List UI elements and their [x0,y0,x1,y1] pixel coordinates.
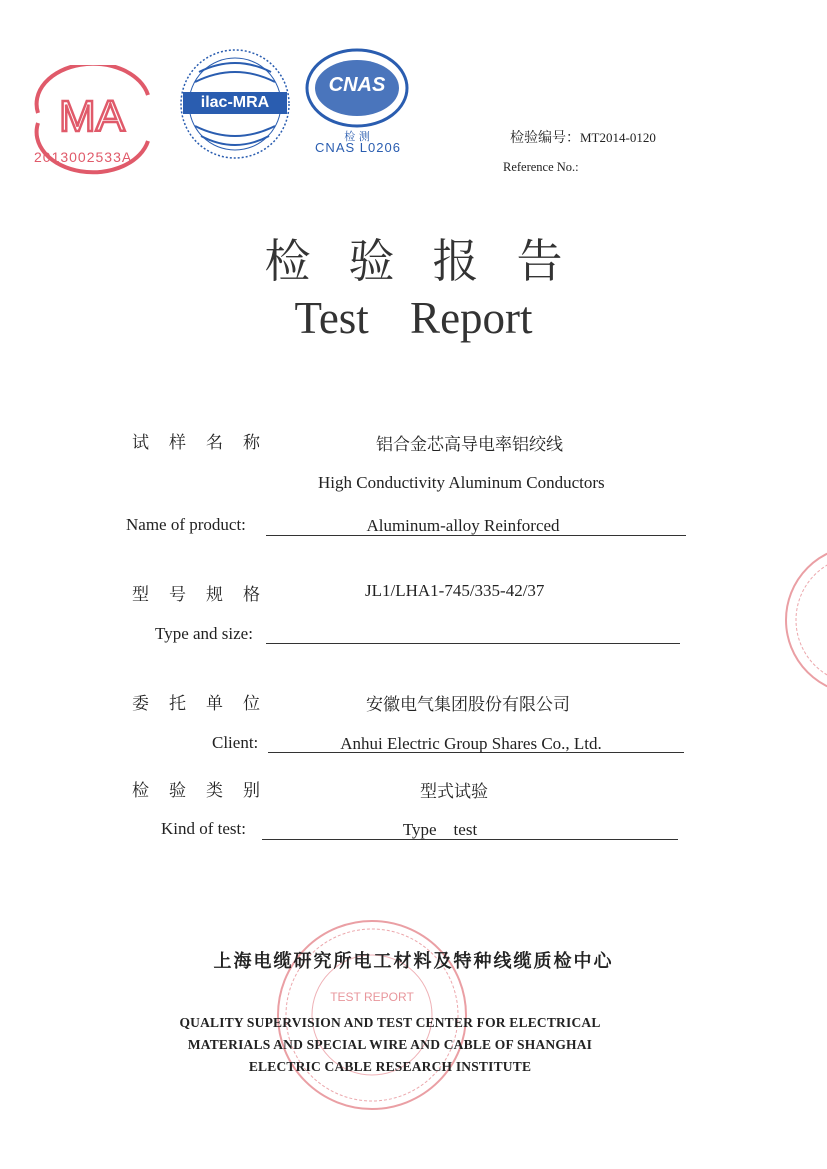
client-label-cn: 委托单位 [132,694,280,714]
client-label-en: Client: [212,733,259,752]
cnas-logo [295,42,425,162]
cnas-text: CNAS [328,74,386,96]
test-kind-value-en: Type test [402,820,478,839]
product-value-en-line1: High Conductivity Aluminum Conductors [318,473,605,492]
reference-value: MT2014-0120 [580,130,656,145]
test-kind-label-en: Kind of test: [161,819,246,838]
client-value-cn: 安徽电气集团股份有限公司 [366,695,570,715]
institute-name-en-line1: QUALITY SUPERVISION AND TEST CENTER FOR ELECTRICAL [179,1015,601,1030]
type-value: JL1/LHA1-745/335-42/37 [365,581,545,600]
product-value-en-line2: Aluminum-alloy Reinforced [366,516,560,535]
type-label-cn: 型号规格 [132,585,280,605]
title-cn: 检验报告 [264,234,601,288]
edge-seal [780,540,827,700]
type-label-en: Type and size: [155,624,253,643]
ma-number: 2013002533A [34,149,133,165]
ilac-mra-logo [175,42,295,162]
product-value-cn: 铝合金芯高导电率铝绞线 [376,435,563,455]
ma-certification-logo [30,65,160,175]
institute-name-en-line2: MATERIALS AND SPECIAL WIRE AND CABLE OF SHANGHAI [187,1037,593,1052]
svg-text:MA: MA [59,92,125,141]
reference-label-cn: 检验编号： [510,130,580,146]
test-kind-value-cn: 型式试验 [420,782,488,802]
cnas-sub-text: 检 测 [344,130,370,143]
reference-label-en: Reference No.: [503,160,579,174]
client-value-en: Anhui Electric Group Shares Co., Ltd. [340,734,602,753]
ilac-text: ilac-MRA [200,94,270,111]
title-en: Test Report [294,293,533,343]
institute-name-en-line3: ELECTRIC CABLE RESEARCH INSTITUTE [248,1059,532,1074]
test-kind-label-cn: 检验类别 [132,781,280,801]
svg-text:TEST REPORT: TEST REPORT [330,990,414,1004]
product-label-cn: 试样名称 [132,433,280,453]
type-underline [266,643,680,644]
cnas-code: CNAS L0206 [315,140,401,155]
product-label-en: Name of product: [126,515,246,534]
institute-name-cn: 上海电缆研究所电工材料及特种线缆质检中心 [213,951,614,972]
reference-number [510,127,656,147]
